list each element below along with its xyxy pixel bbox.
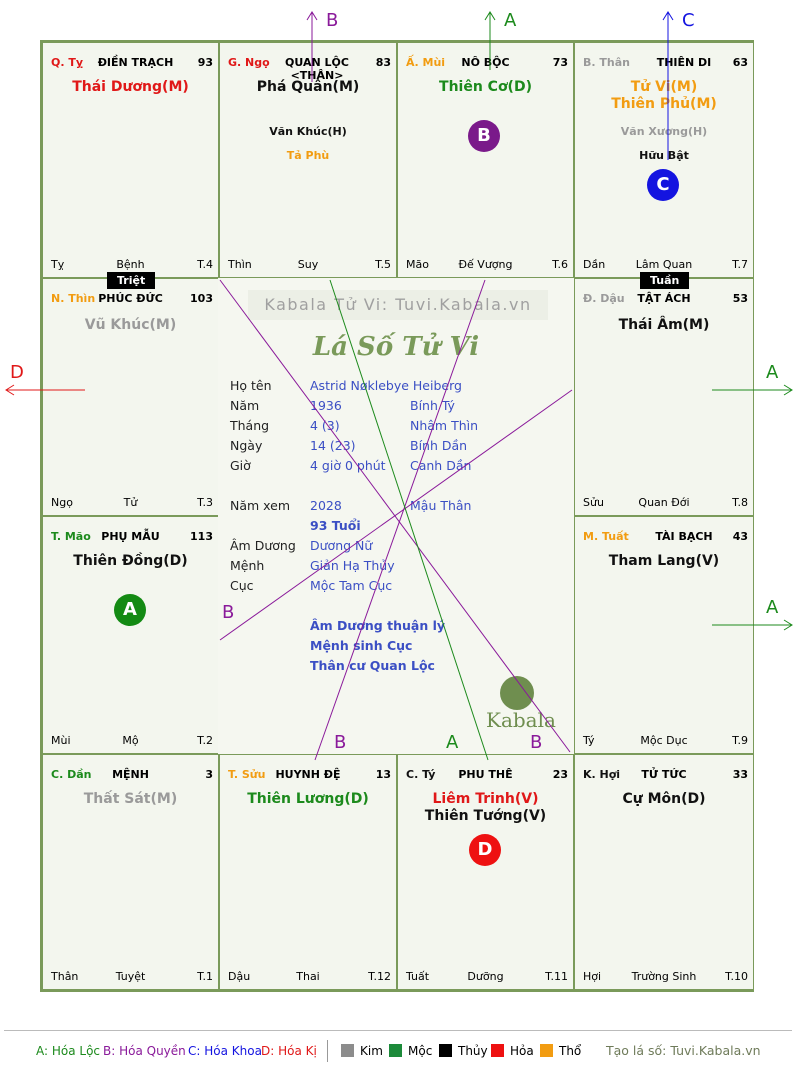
value-gio: 4 giờ 0 phút <box>310 458 386 473</box>
arrow-label-a-bottom: A <box>446 732 459 753</box>
minor-star: Hữu Bật <box>639 149 689 162</box>
swatch-thuy <box>439 1044 452 1057</box>
cell-number: 23 <box>552 768 568 781</box>
main-star: Thiên Lương(D) <box>247 791 369 807</box>
cell-branch: Dần <box>583 258 606 271</box>
arrow-label-c-top: C <box>682 10 695 31</box>
palace-cell-no-boc[interactable] <box>397 42 574 278</box>
value-thang: 4 (3) <box>310 418 340 433</box>
minor-star: Văn Xương(H) <box>620 125 708 138</box>
main-star: Tử Vi(M) <box>630 79 698 95</box>
hoa-quyen-marker: B <box>468 120 500 152</box>
cell-number: 33 <box>732 768 748 781</box>
cell-number: 63 <box>732 56 748 69</box>
note-menh-cuc: Mệnh sinh Cục <box>310 638 413 653</box>
legend-moc: Mộc <box>408 1044 433 1058</box>
arrow-head-a-right2 <box>784 620 792 630</box>
value-ngay: 14 (23) <box>310 438 356 453</box>
cell-stage: Lâm Quan <box>635 258 693 271</box>
arrow-label-a-right2: A <box>766 597 779 618</box>
arrow-head-d <box>6 385 14 395</box>
legend-hoa-loc: A: Hóa Lộc <box>36 1044 101 1058</box>
cell-stem: N. Thìn <box>51 292 96 305</box>
value-gio-can: Canh Dần <box>410 458 472 473</box>
palace-name: PHU THÊ <box>458 768 513 781</box>
minor-star: Văn Khúc(H) <box>269 125 347 138</box>
cell-age: T.7 <box>732 258 748 271</box>
cell-stem: M. Tuất <box>583 530 629 543</box>
legend-separator <box>327 1040 328 1062</box>
cell-stage: Tuyệt <box>115 970 146 983</box>
palace-name: NÔ BỘC <box>461 56 510 69</box>
cell-stage: Trường Sinh <box>631 970 697 983</box>
palace-name: ĐIỀN TRẠCH <box>97 56 174 69</box>
cell-number: 73 <box>552 56 568 69</box>
legend-kim: Kim <box>360 1044 383 1058</box>
legend-divider <box>4 1030 792 1031</box>
main-star: Thất Sát(M) <box>83 791 178 807</box>
swatch-tho <box>540 1044 553 1057</box>
triet-badge: Triệt <box>107 272 155 289</box>
cell-age: T.5 <box>375 258 391 271</box>
note-am-duong: Âm Dương thuận lý <box>310 618 446 633</box>
cell-stem: Đ. Dậu <box>583 292 625 305</box>
arrow-label-a-right1: A <box>766 362 779 383</box>
palace-cell-tat-ach[interactable] <box>574 278 754 516</box>
chart-title: Lá Số Tử Vi <box>312 332 480 362</box>
label-nam: Năm <box>230 398 260 413</box>
cell-stage: Quan Đới <box>638 496 690 509</box>
legend-hoa: Hỏa <box>510 1044 534 1058</box>
cell-branch: Hợi <box>583 970 602 983</box>
cell-stem: T. Mão <box>51 530 91 543</box>
cell-branch: Thìn <box>228 258 252 271</box>
swatch-kim <box>341 1044 354 1057</box>
cell-stem: G. Ngọ <box>228 56 270 69</box>
arrow-label-b-bottom2: B <box>530 732 543 753</box>
hoa-ki-marker: D <box>469 834 501 866</box>
cell-number: 43 <box>732 530 748 543</box>
palace-cell-menh[interactable] <box>42 754 219 990</box>
palace-cell-tai-bach[interactable] <box>574 516 754 754</box>
label-nam-xem: Năm xem <box>230 498 291 513</box>
main-star: Thái Âm(M) <box>618 317 710 333</box>
palace-name: HUYNH ĐỆ <box>275 768 341 781</box>
value-ho-ten: Astrid Nøklebye Heiberg <box>310 378 462 393</box>
palace-name: TÀI BẠCH <box>655 530 713 543</box>
value-nam-xem-can: Mậu Thân <box>410 498 472 513</box>
palace-cell-phuc-duc[interactable] <box>42 278 219 516</box>
value-ngay-can: Bính Dần <box>410 438 468 453</box>
main-star: Liêm Trinh(V) <box>432 791 539 807</box>
label-gio: Giờ <box>230 458 251 473</box>
swatch-hoa <box>491 1044 504 1057</box>
label-am-duong: Âm Dương <box>230 538 296 553</box>
main-star: Thái Dương(M) <box>72 79 189 95</box>
main-star: Tham Lang(V) <box>608 553 720 569</box>
cell-age: T.8 <box>732 496 748 509</box>
main-star: Thiên Cơ(D) <box>439 79 532 95</box>
cell-branch: Tuất <box>406 970 430 983</box>
cell-branch: Tỵ <box>51 258 65 271</box>
cell-stage: Mộc Dục <box>640 734 688 747</box>
label-cuc: Cục <box>230 578 254 593</box>
minor-star: Tả Phù <box>286 149 330 162</box>
palace-cell-quan-loc[interactable] <box>219 42 397 278</box>
cell-branch: Mùi <box>51 734 71 747</box>
main-star: Thiên Phủ(M) <box>611 96 717 112</box>
main-star: Vũ Khúc(M) <box>84 317 177 333</box>
palace-name: TẬT ÁCH <box>637 292 691 305</box>
cell-stem: C. Dần <box>51 768 92 781</box>
value-cuc: Mộc Tam Cục <box>310 578 393 593</box>
cell-age: T.1 <box>197 970 213 983</box>
brand-name: Kabala <box>486 708 556 732</box>
palace-cell-thien-di[interactable] <box>574 42 754 278</box>
arrow-head-a-right1 <box>784 385 792 395</box>
legend-hoa-ki: D: Hóa Kị <box>261 1044 317 1058</box>
palace-cell-huynh-de[interactable] <box>219 754 397 990</box>
main-star: Cự Môn(D) <box>622 791 706 807</box>
palace-name: QUAN LỘC <THÂN> <box>285 56 349 82</box>
arrow-label-d-left: D <box>10 362 24 383</box>
arrow-head-a-top <box>485 12 495 20</box>
palace-name: THIÊN DI <box>656 56 712 69</box>
cell-stage: Tử <box>123 496 138 509</box>
cell-stage: Suy <box>297 258 319 271</box>
palace-cell-dien-trach[interactable] <box>42 42 219 278</box>
cell-branch: Tý <box>583 734 595 747</box>
arrow-label-a-top: A <box>504 10 517 31</box>
cell-stem: Q. Tỵ <box>51 56 84 69</box>
arrow-label-b-bottom: B <box>334 732 347 753</box>
value-nam: 1936 <box>310 398 342 413</box>
value-thang-can: Nhâm Thìn <box>410 418 479 433</box>
value-am-duong: Dương Nữ <box>310 538 373 553</box>
cell-number: 3 <box>205 768 213 781</box>
cell-branch: Dậu <box>228 970 251 983</box>
hoa-khoa-marker: C <box>647 169 679 201</box>
cell-number: 103 <box>190 292 213 305</box>
site-link[interactable]: Tạo lá số: Tuvi.Kabala.vn <box>606 1043 761 1058</box>
legend-thuy: Thủy <box>458 1044 488 1058</box>
value-tuoi: 93 Tuổi <box>310 518 361 533</box>
watermark: Kabala Tử Vi: Tuvi.Kabala.vn <box>248 290 548 320</box>
label-thang: Tháng <box>230 418 270 433</box>
palace-name: TỬ TỨC <box>641 768 687 781</box>
palace-cell-tu-tuc[interactable] <box>574 754 754 990</box>
cell-stem: T. Sửu <box>228 768 266 781</box>
cell-age: T.9 <box>732 734 748 747</box>
cell-number: 113 <box>190 530 213 543</box>
cell-stem: K. Hợi <box>583 768 621 781</box>
palace-cell-phu-mau[interactable] <box>42 516 219 754</box>
main-star: Thiên Tướng(V) <box>424 808 547 824</box>
legend-hoa-khoa: C: Hóa Khoa <box>188 1044 262 1058</box>
hoa-loc-marker: A <box>114 594 146 626</box>
legend-hoa-quyen: B: Hóa Quyền <box>103 1044 186 1058</box>
label-ngay: Ngày <box>230 438 263 453</box>
label-ho-ten: Họ tên <box>230 378 272 393</box>
value-menh: Giản Hạ Thủy <box>310 558 395 573</box>
cell-branch: Ngọ <box>51 496 73 509</box>
note-than-cu: Thân cư Quan Lộc <box>310 658 435 673</box>
legend-tho: Thổ <box>559 1044 582 1058</box>
main-star: Phá Quân(M) <box>256 79 360 95</box>
cell-age: T.3 <box>197 496 213 509</box>
value-nam-can: Bính Tý <box>410 398 455 413</box>
legend-bar <box>0 1030 796 1070</box>
cell-branch: Thân <box>51 970 79 983</box>
cell-number: 83 <box>375 56 391 69</box>
cell-age: T.10 <box>725 970 748 983</box>
tuan-badge: Tuần <box>640 272 689 289</box>
cell-age: T.6 <box>552 258 568 271</box>
cell-stage: Đế Vượng <box>458 258 513 271</box>
cell-stage: Dưỡng <box>467 970 504 983</box>
cell-number: 93 <box>197 56 213 69</box>
cell-number: 13 <box>375 768 391 781</box>
kabala-tree-icon <box>500 676 534 710</box>
cell-branch: Mão <box>406 258 429 271</box>
cell-stem: C. Tý <box>406 768 436 781</box>
palace-name: MỆNH <box>112 768 149 781</box>
value-nam-xem: 2028 <box>310 498 342 513</box>
arrow-head-c <box>663 12 673 20</box>
cell-stage: Bệnh <box>116 258 145 271</box>
arrow-label-b-left: B <box>222 602 235 623</box>
cell-stage: Thai <box>296 970 320 983</box>
cell-age: T.4 <box>197 258 213 271</box>
cell-age: T.2 <box>197 734 213 747</box>
palace-cell-phu-the[interactable] <box>397 754 574 990</box>
cell-stem: B. Thân <box>583 56 630 69</box>
arrow-head-b <box>307 12 317 20</box>
cell-age: T.12 <box>368 970 391 983</box>
main-star: Thiên Đồng(D) <box>73 553 188 569</box>
cell-branch: Sửu <box>583 496 604 509</box>
palace-name: PHỤ MẪU <box>101 530 160 543</box>
cell-number: 53 <box>732 292 748 305</box>
swatch-moc <box>389 1044 402 1057</box>
cell-age: T.11 <box>545 970 568 983</box>
label-menh: Mệnh <box>230 558 265 573</box>
cell-stem: Ấ. Mùi <box>406 56 446 69</box>
palace-name: PHÚC ĐỨC <box>98 292 163 305</box>
cell-stage: Mộ <box>122 734 139 747</box>
arrow-label-b-top: B <box>326 10 339 31</box>
